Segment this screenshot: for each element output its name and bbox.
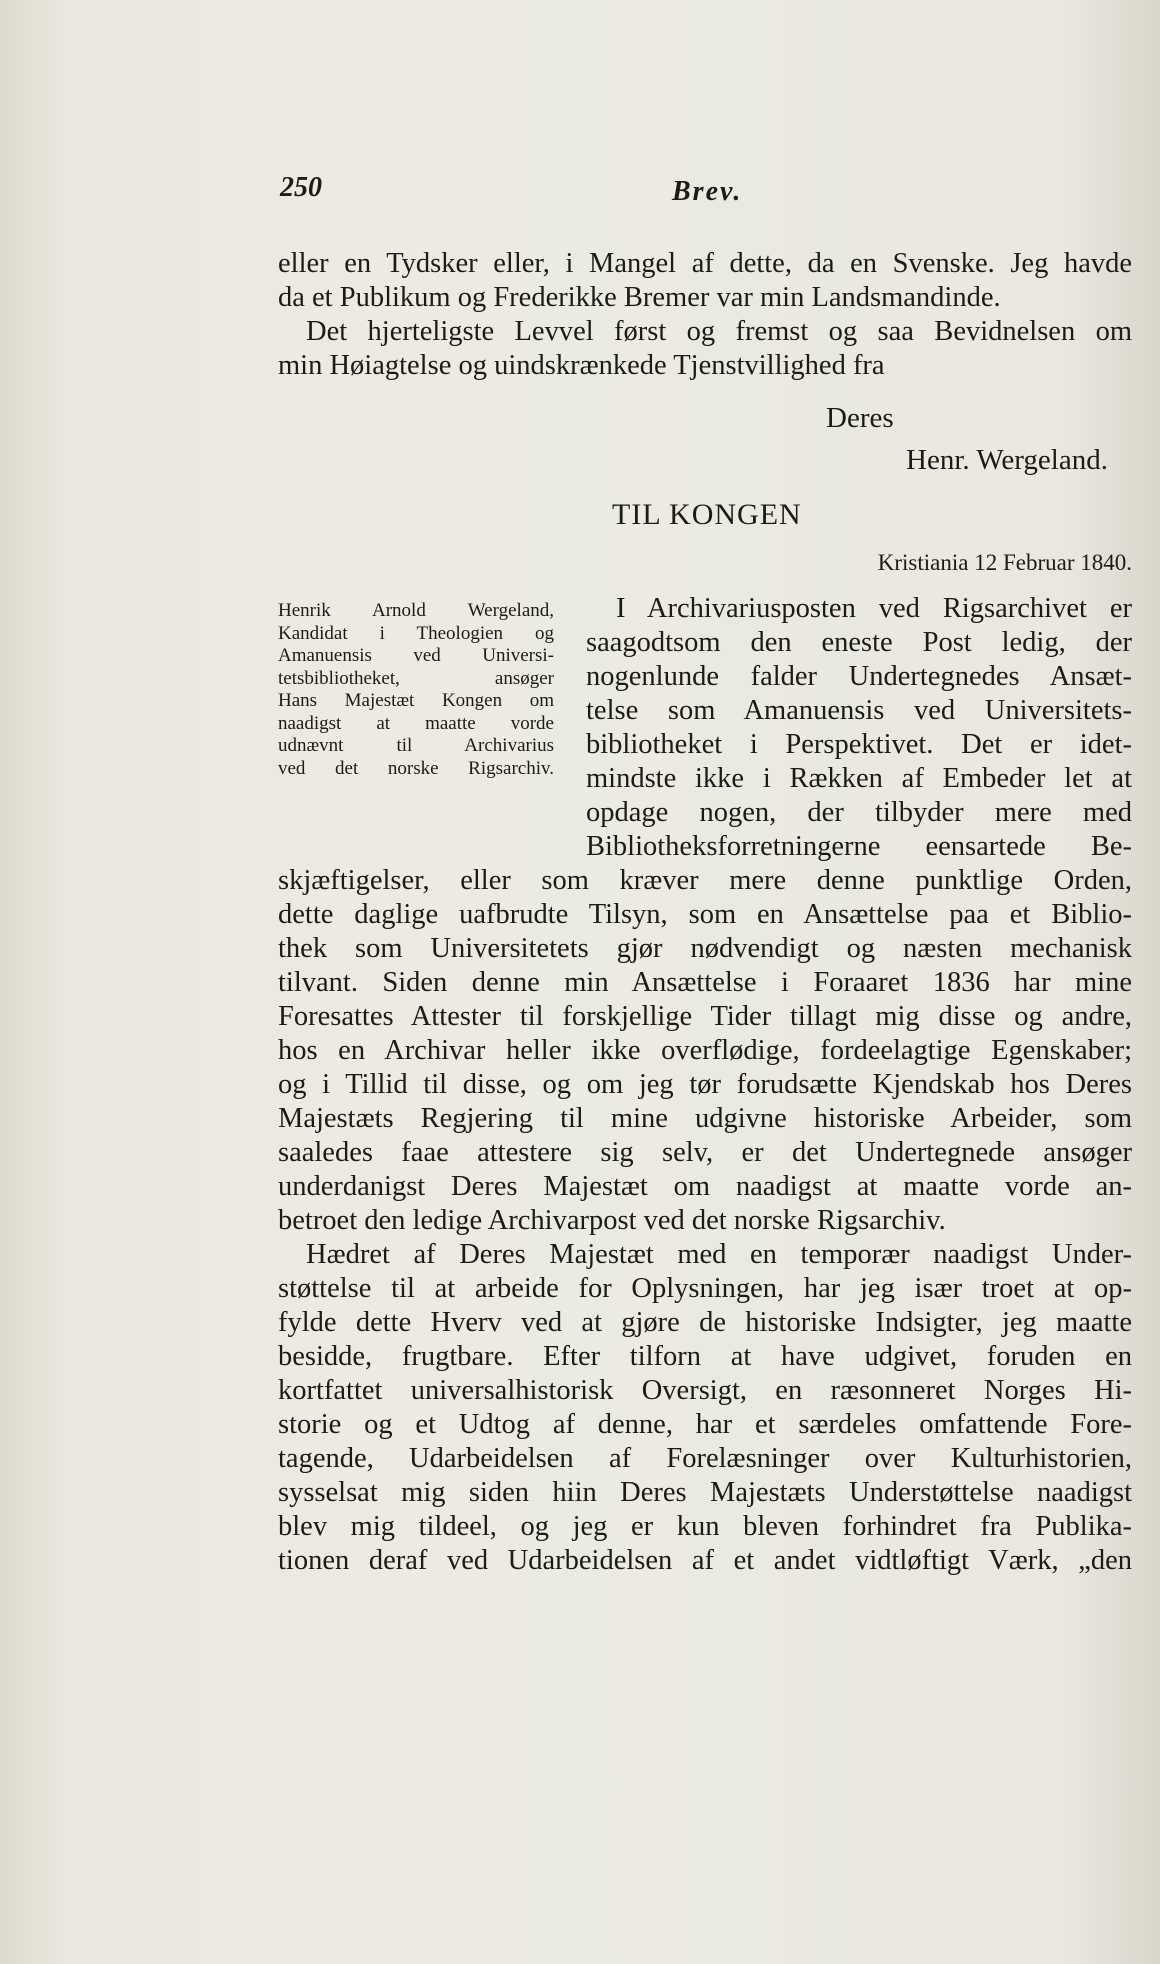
- summary-line: naadigst at maatte vorde: [278, 712, 554, 734]
- page-header: [280, 168, 1140, 214]
- signature: Henr. Wergeland.: [906, 444, 1108, 476]
- dateline: Kristiania 12 Februar 1840.: [877, 550, 1132, 575]
- text-line: støttelse til at arbeide for Oplysningen, har jeg især troet at op-: [278, 1273, 1132, 1304]
- text-line: skjæftigelser, eller som kræver mere denne punktlige Orden,: [278, 865, 1132, 896]
- text-line: I Archivariusposten ved Rigsarchivet er: [616, 593, 1132, 624]
- text-line: tagende, Udarbeidelsen af Forelæsninger over Kulturhistorien,: [278, 1443, 1132, 1474]
- summary-line: Hans Majestæt Kongen om: [278, 690, 554, 711]
- running-title: Brev.: [672, 176, 743, 207]
- text-line: betroet den ledige Archivarpost ved det norske Rigsarchiv.: [278, 1205, 946, 1236]
- text-line: min Høiagtelse og uindskrænkede Tjenstvillighed fra: [278, 350, 885, 381]
- marginal-summary: [278, 600, 554, 780]
- text-line: saaledes faae attestere sig selv, er det Undertegnede ansøger: [278, 1137, 1132, 1168]
- text-line: tilvant. Siden denne min Ansættelse i Foraaret 1836 har mine: [278, 967, 1132, 998]
- text-line: Foresattes Attester til forskjellige Tider tillagt mig disse og andre,: [278, 1001, 1132, 1032]
- text-line: besidde, frugtbare. Efter tilforn at have udgivet, foruden en: [278, 1341, 1132, 1372]
- text-line: underdanigst Deres Majestæt om naadigst at maatte vorde an-: [278, 1171, 1132, 1202]
- text-line: kortfattet universalhistorisk Oversigt, en ræsonneret Norges Hi-: [278, 1375, 1132, 1406]
- text-line: da et Publikum og Frederikke Bremer var min Landsmandinde.: [278, 282, 1001, 313]
- text-line: bibliotheket i Perspektivet. Det er idet-: [586, 729, 1132, 760]
- text-line: Hædret af Deres Majestæt med en temporær naadigst Under-: [306, 1239, 1132, 1270]
- summary-line: Kandidat i Theologien og: [278, 622, 554, 644]
- page-number: 250: [280, 172, 322, 203]
- text-line: opdage nogen, der tilbyder mere med: [586, 797, 1132, 828]
- text-line: tionen deraf ved Udarbeidelsen af et andet vidtløftigt Værk, „den: [278, 1545, 1132, 1576]
- text-line: og i Tillid til disse, og om jeg tør forudsætte Kjendskab hos Deres: [278, 1069, 1132, 1100]
- text-line: Majestæts Regjering til mine udgivne historiske Arbeider, som: [278, 1103, 1132, 1134]
- text-line: fylde dette Hverv ved at gjøre de historiske Indsigter, jeg maatte: [278, 1307, 1132, 1338]
- text-line: hos en Archivar heller ikke overflødige, fordeelagtige Egenskaber;: [278, 1035, 1132, 1066]
- summary-line: Henrik Arnold Wergeland,: [278, 600, 554, 621]
- text-line: dette daglige uafbrudte Tilsyn, som en Ansættelse paa et Biblio-: [278, 899, 1132, 930]
- text-line: Det hjerteligste Levvel først og fremst og saa Bevidnelsen om: [306, 316, 1132, 347]
- text-line: sysselsat mig siden hiin Deres Majestæts Understøttelse naadigst: [278, 1477, 1132, 1508]
- text-line: saagodtsom den eneste Post ledig, der: [586, 627, 1132, 658]
- summary-line: Amanuensis ved Universi-: [278, 645, 554, 666]
- text-line: Bibliotheksforretningerne eensartede Be-: [586, 831, 1132, 862]
- text-line: blev mig tildeel, og jeg er kun bleven forhindret fra Publika-: [278, 1511, 1132, 1542]
- text-line: storie og et Udtog af denne, har et særdeles omfattende Fore-: [278, 1409, 1132, 1440]
- text-line: mindste ikke i Rækken af Embeder let at: [586, 763, 1132, 794]
- text-line: telse som Amanuensis ved Universitets-: [586, 695, 1132, 726]
- summary-line: udnævnt til Archivarius: [278, 735, 554, 756]
- text-line: nogenlunde falder Undertegnedes Ansæt-: [586, 661, 1132, 692]
- summary-line: ved det norske Rigsarchiv.: [278, 757, 554, 779]
- letter-heading: TIL KONGEN: [612, 498, 802, 531]
- closing-deres: Deres: [826, 402, 894, 434]
- text-line: eller en Tydsker eller, i Mangel af dette, da en Svenske. Jeg havde: [278, 248, 1132, 279]
- text-line: thek som Universitetets gjør nødvendigt og næsten mechanisk: [278, 933, 1132, 964]
- summary-line: tetsbibliotheket, ansøger: [278, 667, 554, 689]
